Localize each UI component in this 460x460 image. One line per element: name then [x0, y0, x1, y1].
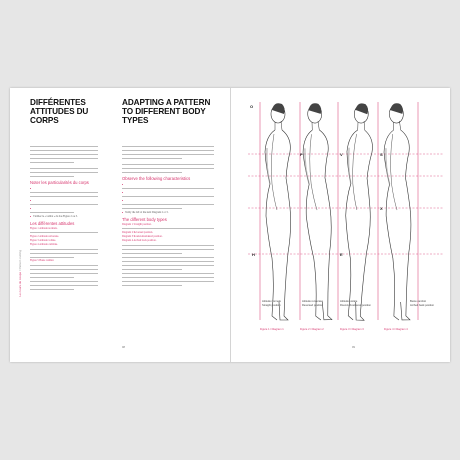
- subhead-fr-1: Noter les particularités du corps: [30, 180, 89, 186]
- book-spread: [10, 88, 450, 362]
- subhead-en-1: Observe the following characteristics: [122, 176, 191, 182]
- caption-1: Attitude normale: [262, 300, 281, 303]
- subhead-fr-2: Les différentes attitudes: [30, 220, 75, 226]
- label-V: V: [340, 152, 343, 157]
- label-S: S: [380, 152, 383, 157]
- figure-label-1: Figure 1 / Diagram 1: [260, 328, 284, 331]
- label-H: H: [252, 252, 255, 257]
- french-column: [30, 144, 98, 292]
- running-sidebar: Le cours de coupe / Pattern cutting: [18, 250, 22, 297]
- heading-english: ADAPTING A PATTERN TO DIFFERENT BODY TYPES: [122, 98, 211, 125]
- caption-2: Attitude renversée: [302, 300, 324, 303]
- subhead-en-2: The different body types: [122, 216, 167, 222]
- figure-label-2: Figure 2 / Diagram 2: [300, 328, 324, 331]
- fr-figure-1: Figure 1 Attitude normale.: [30, 226, 58, 230]
- caption-4-en: Arched back position: [410, 304, 435, 307]
- en-figure-2: Diagram 2 Reversed position.: [122, 230, 153, 234]
- caption-1-en: Straight position: [262, 304, 281, 307]
- en-figure-1: Diagram 1 Straight position.: [122, 222, 152, 226]
- fr-figure-2: Figure 2 Attitude renversée.: [30, 234, 59, 238]
- fr-figure-3: Figure 3 Attitude voûtée.: [30, 238, 56, 242]
- page-number-right: 99: [352, 346, 355, 349]
- figure-label-3: Figure 3 / Diagram 3: [340, 328, 364, 331]
- fr-figure-4: Figure 4 Attitude cambrée.: [30, 242, 58, 246]
- caption-3-en: Round-shouldered position: [340, 304, 372, 307]
- en-figure-3: Diagram 3 Round-shouldered position.: [122, 234, 163, 238]
- body-types-illustration: [238, 88, 450, 348]
- caption-2-en: Reversed position: [302, 304, 323, 307]
- en-bullet-ref: Verify the fall of the skirt Diagram 2 or 3.: [122, 211, 214, 215]
- page-number-left: 98: [122, 346, 125, 349]
- sidebar-title: Le cours de coupe: [18, 271, 22, 297]
- fr-bullet-ref: Vérifiez le « tombé » du bas Figure 2 ou 3.: [30, 215, 98, 219]
- english-column: [122, 144, 214, 287]
- caption-4: Buste cambré: [410, 300, 427, 303]
- figure-label-4: Figure 4 / Diagram 4: [384, 328, 408, 331]
- caption-3: Attitude voûtée: [340, 300, 358, 303]
- heading-french: DIFFÉRENTES ATTITUDES DU CORPS: [30, 98, 89, 125]
- fr-figure-5: Figure 5 Buste cambré.: [30, 259, 55, 263]
- label-X: X: [380, 206, 383, 211]
- label-O: O: [250, 104, 254, 109]
- en-figure-4: Diagram 4 Arched back position.: [122, 238, 157, 242]
- label-E: E: [340, 252, 343, 257]
- sidebar-subtitle: Pattern cutting: [18, 250, 22, 270]
- label-P: P: [300, 152, 303, 157]
- gutter: [230, 88, 231, 362]
